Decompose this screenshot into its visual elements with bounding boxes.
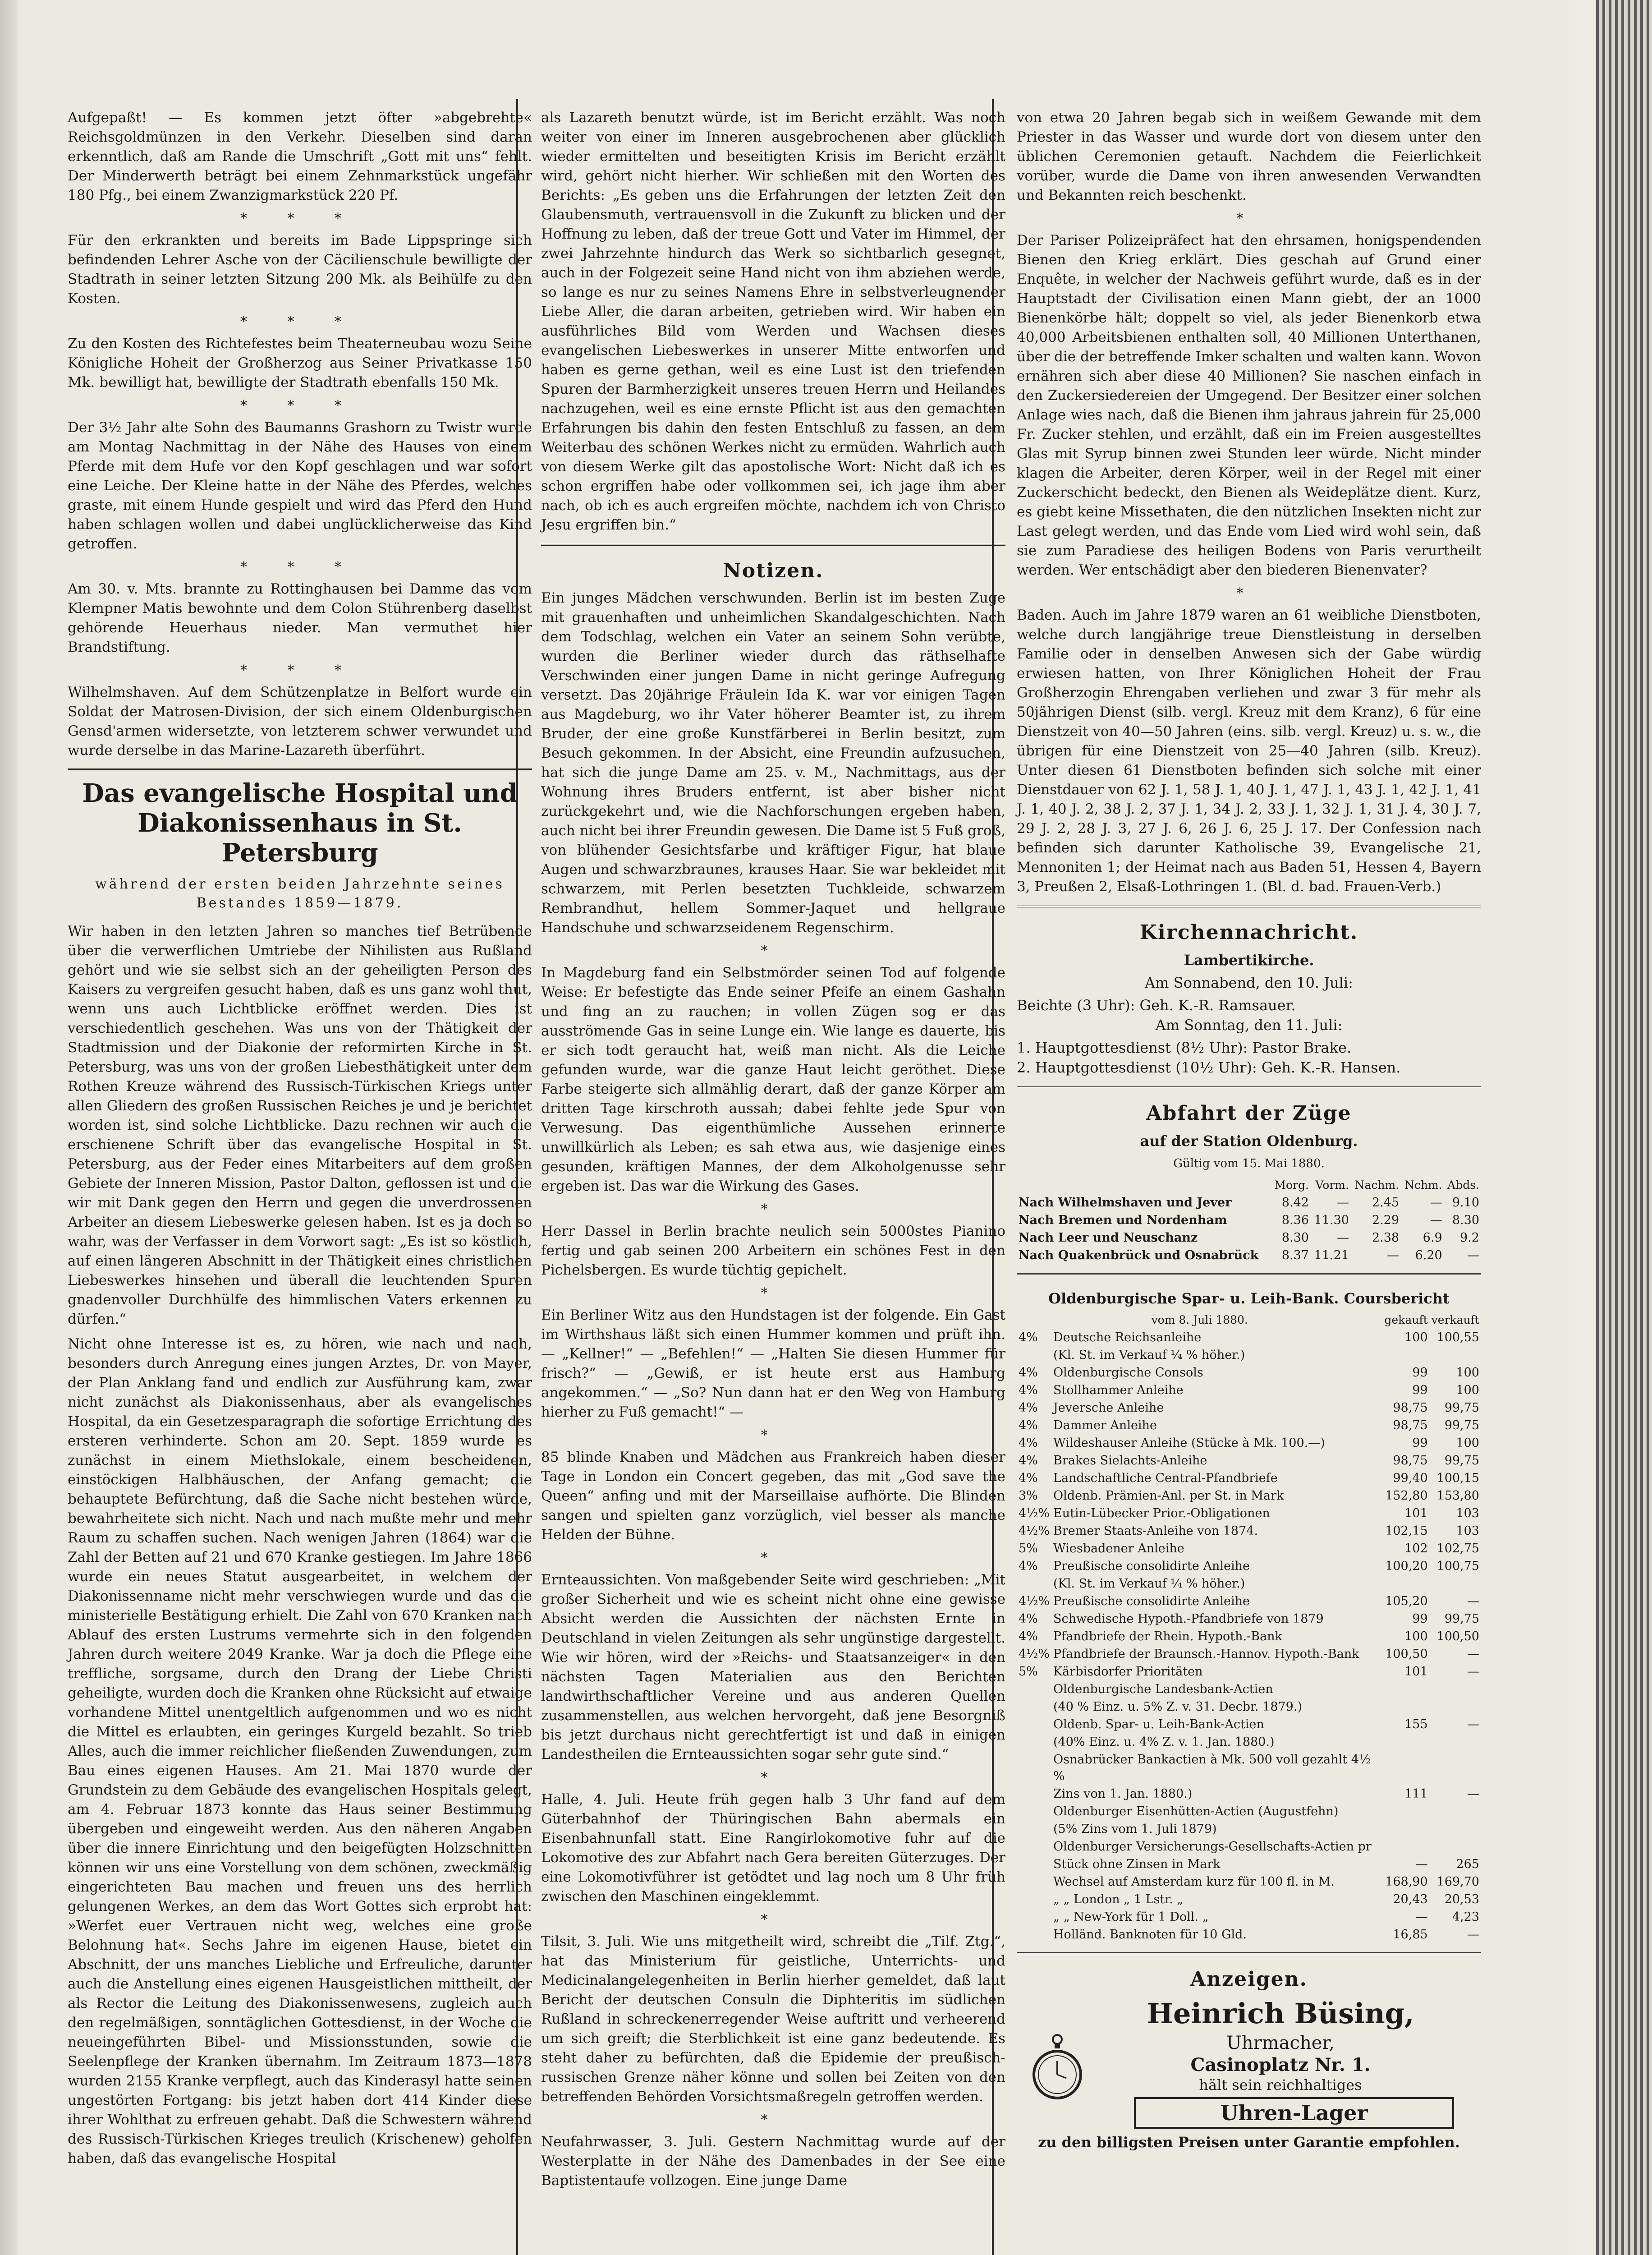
ask-price: 100: [1456, 1436, 1479, 1450]
notice-paragraph: von etwa 20 Jahren begab sich in weißem Gewande mit dem Priester in das Wasser und wurde dort von diesem unter den üblichen Ceremonien getauft. Nachdem die Feierlichkeit vorüber, wurde die Dame von ihren anwesenden Verwandten und Bekannten reich beschenkt.: [1017, 110, 1481, 203]
security-name: (40 % Einz. u. 5% Z. v. 31. Decbr. 1879.): [1053, 1700, 1302, 1714]
security-name: (Kl. St. im Verkauf ¼ % höher.): [1053, 1577, 1245, 1591]
bid-price: 98,75: [1393, 1454, 1428, 1468]
notice-paragraph: Neufahrwasser, 3. Juli. Gestern Nachmittag wurde auf der Westerplatte in der Nähe des Damenbades in der See eine Baptistentaufe vollzogen. Eine junge Dame: [541, 2134, 1005, 2189]
bid-price: —: [1415, 1910, 1428, 1924]
bid-price: [1382, 1733, 1429, 1751]
bid-price: [1382, 1803, 1429, 1820]
rates-row: [1017, 1540, 1481, 1557]
interest-rate: [1017, 1873, 1051, 1891]
interest-rate: [1017, 1716, 1051, 1733]
departure-time: 8.42: [1281, 1196, 1309, 1210]
destination: Nach Quakenbrück und Osnabrück: [1019, 1248, 1259, 1262]
bid-price: 102: [1404, 1542, 1428, 1555]
rates-header-cell: verkauft: [1431, 1313, 1479, 1326]
rates-row: [1017, 1628, 1481, 1645]
ask-price: 99,75: [1444, 1612, 1479, 1626]
departure-time: 6.20: [1415, 1248, 1442, 1262]
ask-price: 265: [1456, 1857, 1479, 1871]
ask-price: 100: [1456, 1366, 1479, 1380]
watchmaker-advertisement: [1017, 1997, 1481, 2152]
notice-paragraph: Herr Dassel in Berlin brachte neulich sein 5000stes Pianino fertig und gab seinen 200 Arbeitern ein schönes Fest in den Pichelsbergen. Es wurde tüchtig gepichelt.: [541, 1223, 1005, 1278]
timetable-header-cell: Vorm.: [1315, 1178, 1349, 1192]
ask-price: —: [1467, 1717, 1479, 1731]
interest-rate: 4%: [1019, 1366, 1038, 1380]
church-line: Beichte (3 Uhr): Geh. K.-R. Ramsauer.: [1017, 997, 1296, 1014]
security-name: Bremer Staats-Anleihe von 1874.: [1053, 1524, 1258, 1538]
separator: *: [761, 1550, 786, 1566]
ask-price: —: [1467, 1647, 1479, 1661]
train-validity: Gültig vom 15. Mai 1880.: [1173, 1157, 1325, 1170]
ask-price: 100: [1456, 1383, 1479, 1397]
bid-price: 20,43: [1393, 1892, 1428, 1906]
rates-row: [1017, 1434, 1481, 1452]
section-rule: [1017, 1952, 1481, 1956]
ask-price: 100,75: [1436, 1559, 1479, 1573]
article-paragraph: Zu den Kosten des Richtefestes beim Theaterneubau wozu Seine Königliche Hoheit der Großherzog aus Seiner Privatkasse 150 Mk. bewilligt hat, bewilligte der Stadtrath ebenfalls 150 Mk.: [68, 336, 532, 391]
ask-price: 103: [1456, 1506, 1479, 1520]
rates-row: [1017, 1487, 1481, 1505]
ask-price: 20,53: [1444, 1892, 1479, 1906]
church-line: 1. Hauptgottesdienst (8½ Uhr): Pastor Brake.: [1017, 1039, 1352, 1056]
train-station: auf der Station Oldenburg.: [1140, 1132, 1358, 1150]
notice-paragraph: 85 blinde Knaben und Mädchen aus Frankreich haben dieser Tage in London ein Concert gegeben, das mit „God save the Queen“ anfing und mit der Marseillaise aufhörte. Die Blinden sangen und spielten ganz vorzüglich, viel besser als manche Helden der Bühne.: [541, 1449, 1005, 1543]
article-subtitle: während der ersten beiden Jahrzehnte seines Bestandes 1859—1879.: [95, 876, 505, 911]
interest-rate: 4%: [1019, 1471, 1038, 1485]
ask-price: 4,23: [1452, 1910, 1479, 1924]
church-headline: Kirchennachricht.: [1139, 921, 1358, 944]
separator: *: [761, 1770, 786, 1786]
interest-rate: 4½%: [1019, 1506, 1050, 1520]
security-name: Wiesbadener Anleihe: [1053, 1542, 1184, 1555]
interest-rate: 4½%: [1019, 1647, 1050, 1661]
bid-price: [1382, 1346, 1429, 1364]
advertiser-trade: Uhrmacher,: [1226, 2033, 1335, 2053]
security-name: „ „ New-York für 1 Doll. „: [1053, 1910, 1209, 1924]
section-rule: [68, 769, 532, 770]
security-name: Preußische consolidirte Anleihe: [1053, 1594, 1250, 1608]
interest-rate: [1017, 1926, 1051, 1943]
security-name: Stück ohne Zinsen in Mark: [1053, 1857, 1221, 1871]
article-paragraph: Am 30. v. Mts. brannte zu Rottinghausen bei Damme das vom Klempner Matis bewohnte und dem Colon Stührenberg daselbst gehörende Heuerhaus nieder. Man vermuthet hier Brandstiftung.: [68, 581, 532, 655]
rates-row: [1017, 1891, 1481, 1908]
interest-rate: [1017, 1575, 1051, 1592]
bid-price: [1382, 1698, 1429, 1716]
security-name: Deutsche Reichsanleihe: [1053, 1330, 1202, 1344]
rates-row: [1017, 1452, 1481, 1469]
interest-rate: [1017, 1680, 1051, 1698]
departure-time: 2.38: [1372, 1231, 1400, 1245]
rates-row: [1017, 1785, 1481, 1803]
timetable-header-cell: Abds.: [1447, 1178, 1479, 1192]
departure-time: —: [1336, 1231, 1349, 1245]
rates-row: [1017, 1855, 1481, 1873]
interest-rate: 4%: [1019, 1330, 1038, 1344]
notice-paragraph: In Magdeburg fand ein Selbstmörder seinen Tod auf folgende Weise: Er befestigte das Ende seiner Pfeife an einem Gashahn und fing an zu rauchen; in vollen Zügen sog er das ausströmende Gas in seine Lunge ein. Wie lange es dauerte, bis er sich todt geraucht hat, weiß man nicht. Als die Leiche gefunden wurde, war die ganze Haut leicht geröthet. Diese Farbe steigerte sich allmählig derart, daß der ganze Körper am dritten Tage kirschroth aussah; dabei fehlte jede Spur von Verwesung. Das eigenthümliche Aussehen erinnerte unwillkürlich als Leben; es sah etwa aus, wie dasjenige eines gesunden, kräftigen Mannes, der dem Alkoholgenusse sehr ergeben ist. Das war die Wirkung des Gases.: [541, 965, 1005, 1194]
interest-rate: 4%: [1019, 1383, 1038, 1397]
bid-price: 98,75: [1393, 1418, 1428, 1432]
rates-row: [1017, 1399, 1481, 1417]
security-name: Zins von 1. Jan. 1880.): [1053, 1787, 1193, 1801]
interest-rate: 4%: [1019, 1436, 1038, 1450]
ask-price: 169,70: [1436, 1875, 1479, 1889]
timetable-header-cell: [1017, 1176, 1271, 1194]
rates-row: [1017, 1873, 1481, 1891]
rates-row: [1017, 1926, 1481, 1943]
rates-row: [1017, 1803, 1481, 1820]
pocket-watch-icon: [1030, 2033, 1084, 2105]
interest-rate: [1017, 1698, 1051, 1716]
church-line: 2. Hauptgottesdienst (10½ Uhr): Geh. K.-R. Hansen.: [1017, 1059, 1401, 1076]
rates-row: [1017, 1469, 1481, 1487]
page-stack-edge: [1596, 0, 1652, 2255]
security-name: (5% Zins vom 1. Juli 1879): [1053, 1822, 1217, 1836]
security-name: Osnabrücker Bankactien à Mk. 500 voll gezahlt 4½ %: [1053, 1753, 1371, 1783]
separator: * * *: [240, 398, 360, 414]
interest-rate: 4%: [1019, 1454, 1038, 1468]
bid-price: [1382, 1751, 1429, 1785]
rates-header: [1017, 1311, 1481, 1329]
bid-price: 99: [1412, 1612, 1428, 1626]
interest-rate: 4½%: [1019, 1524, 1050, 1538]
rates-row: [1017, 1908, 1481, 1926]
departure-time: 8.30: [1281, 1231, 1309, 1245]
ask-price: 100,55: [1436, 1330, 1479, 1344]
newspaper-page: [18, 0, 1569, 2255]
bid-price: 168,90: [1385, 1875, 1428, 1889]
ask-price: [1430, 1698, 1481, 1716]
ask-price: 99,75: [1444, 1418, 1479, 1432]
article-paragraph: als Lazareth benutzt würde, ist im Bericht erzählt. Was noch weiter von einer im Inneren ausgebrochenen aber glücklich wieder ermittelten und beseitigten Krisis im Bericht erzählt wird, gehört nicht hierher. Wir schließen mit den Worten des Berichts: „Es geben uns die Erfahrungen der letzten Zeit den Glaubensmuth, vertrauensvoll in die Zukunft zu blicken und der Hoffnung zu leben, daß der treue Gott und Vater im Himmel, der zwei Jahrzehnte hindurch das Werk so sichtbarlich gesegnet, auch in der Folgezeit seine Hand nicht von ihm abziehen werde, so lange es nur zu seines Namens Ehre in selbstverleugnender Liebe Aller, die daran arbeiten, getrieben wird. Wir haben ein ausführliches Bild vom Werden und Wachsen dieses evangelischen Liebeswerkes in unserer Mitte entworfen und haben es gerne gethan, weil es eine Lust ist den triefenden Spuren der Barmherzigkeit unseres treuen Herrn und Heilandes nachzugehen, weil es eine ernste Pflicht ist aus den gemachten Erfahrungen bis dahin den festen Entschluß zu fassen, an dem Weiterbau des schönen Werkes nicht zu ermüden. Wahrlich auch von diesem Werke gilt das apostolische Wort: Nicht daß ich es schon ergriffen habe oder vollkommen sei, ich jage ihm aber nach, ob ich es auch ergreifen möchte, nachdem ich von Christo Jesu ergriffen bin.“: [541, 110, 1005, 533]
rates-body: [1017, 1329, 1481, 1943]
departure-time: 2.45: [1372, 1196, 1400, 1210]
rates-row: [1017, 1346, 1481, 1364]
security-name: (Kl. St. im Verkauf ¼ % höher.): [1053, 1348, 1245, 1362]
ask-price: —: [1467, 1594, 1479, 1608]
departure-time: —: [1387, 1248, 1400, 1262]
departure-time: 8.37: [1281, 1248, 1309, 1262]
security-name: Landschaftliche Central-Pfandbriefe: [1053, 1471, 1278, 1485]
bid-price: 99: [1412, 1436, 1428, 1450]
rates-row: [1017, 1751, 1481, 1785]
separator: *: [761, 1912, 786, 1928]
departure-time: 9.2: [1460, 1231, 1479, 1245]
bid-price: 99: [1412, 1366, 1428, 1380]
interest-rate: [1017, 1838, 1051, 1855]
article-headline: Das evangelische Hospital und Diakonissenhaus in St. Petersburg: [82, 778, 518, 868]
rates-row: [1017, 1505, 1481, 1522]
ask-price: [1430, 1838, 1481, 1855]
bid-price: 99: [1412, 1383, 1428, 1397]
timetable-header-cell: Morg.: [1274, 1178, 1309, 1192]
interest-rate: 4%: [1019, 1418, 1038, 1432]
rates-row: [1017, 1381, 1481, 1399]
timetable-header-cell: Nachm.: [1354, 1178, 1400, 1192]
interest-rate: [1017, 1803, 1051, 1820]
article-paragraph: Wilhelmshaven. Auf dem Schützenplatze in Belfort wurde ein Soldat der Matrosen-Division, der sich einem Oldenburgischen Gensd'armen widersetzte, von letzterem schwer verwundet und wurde derselbe in das Marine-Lazareth überführt.: [68, 684, 532, 759]
rates-row: [1017, 1364, 1481, 1381]
bid-price: 105,20: [1385, 1594, 1428, 1608]
departure-time: —: [1430, 1213, 1442, 1227]
timetable-header-cell: Nchm.: [1404, 1178, 1442, 1192]
security-name: Holländ. Banknoten für 10 Gld.: [1053, 1928, 1247, 1942]
church-line: Am Sonnabend, den 10. Juli:: [1145, 974, 1353, 991]
bid-price: [1382, 1820, 1429, 1838]
column-3: [1017, 108, 1481, 2155]
notice-paragraph: Ein Berliner Witz aus den Hundstagen ist der folgende. Ein Gast im Wirthshaus läßt sich einen Hummer kommen und prüft ihn. — „Kellner!“ — „Befehlen!“ — „Halten Sie diesen Hummer für frisch?“ — „Gewiß, er ist heute erst aus Hamburg angekommen.“ — „So? Nun dann hat er den Weg von Hamburg hierher zu Fuß gemacht!“ —: [541, 1307, 1005, 1420]
timetable-header: [1017, 1176, 1481, 1194]
interest-rate: [1017, 1820, 1051, 1838]
ask-price: 100,15: [1436, 1471, 1479, 1485]
ask-price: [1430, 1820, 1481, 1838]
rates-row: [1017, 1733, 1481, 1751]
departure-time: 8.30: [1452, 1213, 1479, 1227]
column-2: [541, 108, 1005, 2196]
security-name: Jeversche Anleihe: [1053, 1401, 1164, 1415]
security-name: Wechsel auf Amsterdam kurz für 100 fl. in M.: [1053, 1875, 1335, 1889]
rates-row: [1017, 1716, 1481, 1733]
bid-price: 101: [1404, 1665, 1428, 1679]
departure-time: 11.21: [1314, 1248, 1349, 1262]
rates-row: [1017, 1522, 1481, 1540]
separator: * * *: [240, 559, 360, 575]
ask-price: [1430, 1346, 1481, 1364]
ask-price: —: [1467, 1928, 1479, 1942]
interest-rate: 4%: [1019, 1401, 1038, 1415]
separator: *: [761, 943, 786, 959]
church-line: Am Sonntag, den 11. Juli:: [1155, 1017, 1343, 1034]
ask-price: 103: [1456, 1524, 1479, 1538]
separator: * * *: [240, 663, 360, 678]
security-name: Wildeshauser Anleihe (Stücke à Mk. 100.—): [1053, 1436, 1325, 1450]
bid-price: [1382, 1575, 1429, 1592]
rates-row: [1017, 1645, 1481, 1663]
ask-price: 99,75: [1444, 1401, 1479, 1415]
bid-price: 99,40: [1393, 1471, 1428, 1485]
separator: *: [761, 2112, 786, 2128]
section-rule: [1017, 906, 1481, 909]
interest-rate: 5%: [1019, 1542, 1038, 1555]
security-name: Preußische consolidirte Anleihe: [1053, 1559, 1250, 1573]
rates-row: [1017, 1610, 1481, 1628]
interest-rate: [1017, 1733, 1051, 1751]
article-paragraph: Für den erkrankten und bereits im Bade Lippspringe sich befindenden Lehrer Asche von der Cäcilienschule bewilligte der Stadtrath in seiner letzten Sitzung 200 Mk. als Beihülfe zu den Kosten.: [68, 232, 532, 307]
interest-rate: [1017, 1855, 1051, 1873]
departure-time: —: [1430, 1196, 1442, 1210]
bid-price: 102,15: [1385, 1524, 1428, 1538]
ask-price: [1430, 1733, 1481, 1751]
separator: *: [1236, 585, 1262, 601]
notice-paragraph: Baden. Auch im Jahre 1879 waren an 61 weibliche Dienstboten, welche durch langjährige treue Dienstleistung in derselben Familie oder in denselben Anwesen sich der Gabe würdig erwiesen hatten, von Ihrer Königlichen Hoheit der Frau Großherzogin Ehrengaben verliehen und zwar 3 für mehr als 50jährigen Dienst (silb. vergl. Kreuz mit dem Kranz), 6 für eine Dienstzeit von 40—50 Jahren (eins. silb. vergl. Kreuz) u. s. w., die übrigen für eine Dienstzeit von 25—40 Jahren (silb. Kreuz). Unter diesen 61 Dienstboten befinden sich solche mit einer Dienstdauer von 62 J. 1, 58 J. 1, 40 J. 1, 47 J. 1, 43 J. 1, 42 J. 1, 41 J. 1, 40 J. 2, 38 J. 2, 37 J. 1, 34 J. 2, 33 J. 1, 32 J. 1, 31 J. 4, 30 J. 7, 29 J. 2, 28 J. 3, 27 J. 6, 26 J. 6, 25 J. 17. Der Confession nach befinden sich darunter Katholische 39, Evangelische 21, Mennoniten 1; der Heimat nach aus Baden 51, Hessen 4, Bayern 3, Preußen 2, Elsaß-Lothringen 1. (Bl. d. bad. Frauen-Verb.): [1017, 607, 1481, 895]
advertiser-address: Casinoplatz Nr. 1.: [1190, 2054, 1371, 2076]
rates-date: vom 8. Juli 1880.: [1151, 1313, 1248, 1326]
interest-rate: [1017, 1751, 1051, 1785]
ask-price: 99,75: [1444, 1454, 1479, 1468]
bid-price: 100: [1404, 1629, 1428, 1643]
ask-price: 102,75: [1436, 1542, 1479, 1555]
separator: *: [761, 1427, 786, 1443]
separator: *: [761, 1201, 786, 1217]
interest-rate: 4½%: [1019, 1594, 1050, 1608]
ask-price: —: [1467, 1665, 1479, 1679]
rates-row: [1017, 1592, 1481, 1610]
rates-row: [1017, 1820, 1481, 1838]
rates-row: [1017, 1680, 1481, 1698]
ask-price: [1430, 1751, 1481, 1785]
departure-time: 2.29: [1372, 1213, 1400, 1227]
destination: Nach Leer und Neuschanz: [1019, 1231, 1198, 1245]
destination: Nach Wilhelmshaven und Jever: [1019, 1196, 1232, 1210]
rates-row: [1017, 1663, 1481, 1680]
security-name: Oldenburgische Consols: [1053, 1366, 1203, 1380]
security-name: Oldenb. Spar- u. Leih-Bank-Actien: [1053, 1717, 1264, 1731]
rates-row: [1017, 1557, 1481, 1575]
interest-rate: [1017, 1346, 1051, 1364]
train-timetable: [1017, 1176, 1481, 1264]
separator: * * *: [240, 314, 360, 330]
security-name: Oldenburgische Landesbank-Actien: [1053, 1682, 1273, 1696]
interest-rate: 5%: [1019, 1665, 1038, 1679]
interest-rate: [1017, 1908, 1051, 1926]
security-name: Eutin-Lübecker Prior.-Obligationen: [1053, 1506, 1270, 1520]
separator: *: [1236, 211, 1262, 226]
notice-paragraph: Der Pariser Polizeipräfect hat den ehrsamen, honigspendenden Bienen den Krieg erklärt. Dies geschah auf Grund einer Enquête, in welcher der Nachweis geführt wurde, daß es in der Hauptstadt der Civilisation einen Mann giebt, der an 1000 Bienenkörbe hält; doppelt so viel, als jeder Bienenkorb etwa 40,000 Arbeitsbienen enthalten soll, 40 Millionen Unterthanen, über die der betreffende Imker schalten und walten kann. Wovon ernähren sich aber diese 40 Millionen? Sie naschen einfach in den Zuckersiedereien der Umgegend. Der Besitzer einer solchen Anlage wies nach, daß die Bienen ihm jahraus jahrein für 25,000 Fr. Zucker stehlen, und erzählt, daß ein im Freien ausgestelltes Glas mit Syrup binnen zwei Stunden leer würde. Nicht minder klagen die Arbeiter, deren Körper, weil in der Regel mit einer Zuckerschicht bedeckt, den Bienen als Weideplätze dient. Kurz, es giebt keine Missethaten, die den nützlichen Insekten nicht zur Last gelegt werden, und das Ende vom Lied wird wohl sein, daß sie zum Paradiese des heiligen Bodens von Paris verurtheilt werden. Wer entschädigt aber den biederen Bienenvater?: [1017, 232, 1481, 578]
advertiser-name: Heinrich Büsing,: [1147, 1997, 1414, 2030]
interest-rate: 3%: [1019, 1489, 1038, 1503]
column-1: [68, 108, 532, 2174]
rates-row: [1017, 1838, 1481, 1855]
security-name: „ „ London „ 1 Lstr. „: [1053, 1892, 1184, 1906]
interest-rate: [1017, 1891, 1051, 1908]
ask-price: —: [1467, 1787, 1479, 1801]
departure-time: 9.10: [1452, 1196, 1479, 1210]
bid-price: 98,75: [1393, 1401, 1428, 1415]
security-name: Brakes Sielachts-Anleihe: [1053, 1454, 1207, 1468]
book-spine: [0, 0, 18, 2255]
timetable-row: [1017, 1229, 1481, 1247]
bank-headline: Oldenburgische Spar- u. Leih-Bank. Coursbericht: [1048, 1290, 1450, 1307]
bid-price: —: [1415, 1857, 1428, 1871]
departure-time: 6.9: [1423, 1231, 1442, 1245]
timetable-row: [1017, 1247, 1481, 1264]
timetable-row: [1017, 1194, 1481, 1211]
bid-price: 100: [1404, 1330, 1428, 1344]
interest-rate: 4%: [1019, 1629, 1038, 1643]
timetable-row: [1017, 1211, 1481, 1229]
interest-rate: 4%: [1019, 1612, 1038, 1626]
departure-time: 8.36: [1281, 1213, 1309, 1227]
ask-price: [1430, 1575, 1481, 1592]
notice-paragraph: Ernteaussichten. Von maßgebender Seite wird geschrieben: „Mit großer Sicherheit und wie es scheint nicht ohne eine gewisse Absicht werden die Aussichten der nächsten Ernte in Deutschland in vielen Zeitungen als sehr ungünstige dargestellt. Wie wir hören, wird der »Reichs- und Staatsanzeiger« in den nächsten Tagen Materialien aus den Berichten landwirthschaftlicher Vereine und aus anderen Quellen zusammenstellen, aus welchen hervorgeht, daß jene Besorgniß bis jetzt durchaus nicht gerechtfertigt ist und daß in einigen Landestheilen die Ernteaussichten sogar sehr gute sind.“: [541, 1572, 1005, 1763]
interest-rate: [1017, 1785, 1051, 1803]
church-name: Lambertikirche.: [1184, 952, 1314, 969]
section-rule: [1017, 1086, 1481, 1090]
interest-rate: 4%: [1019, 1559, 1038, 1573]
bid-price: 16,85: [1393, 1928, 1428, 1942]
notice-paragraph: Halle, 4. Juli. Heute früh gegen halb 3 Uhr fand auf dem Güterbahnhof der Thüringischen Bahn abermals ein Eisenbahnunfall statt. Eine Rangirlokomotive fuhr auf die Lokomotive des zur Abfahrt nach Gera bereiten Güterzuges. Der eine Lokomotivführer ist getödtet und lag noch um 8 Uhr früh zwischen den Maschinen eingeklemmt.: [541, 1791, 1005, 1905]
separator: *: [761, 1285, 786, 1301]
rates-row: [1017, 1417, 1481, 1434]
article-paragraph: Nicht ohne Interesse ist es, zu hören, wie nach und nach, besonders durch Anregung eines jungen Arztes, Dr. von Mayer, der Plan Anklang fand und endlich zur Ausführung kam, zwar nicht zunächst als Diakonissenhaus, aber als evangelisches Hospital, da ein Gesetzesparagraph die sofortige Errichtung des ersteren verhinderte. Schon am 20. Sept. 1859 wurde es zunächst in einem Miethslokale, einem bescheidenen, einstöckigen Halbhäuschen, der Anfang gemacht; die behauptete Befürchtung, daß die Sache nicht bestehen würde, bewahrheitete sich nicht. Nach und nach mußte mehr und mehr Raum zu schaffen suchen. Nach wenigen Jahren (1864) war die Zahl der Betten auf 21 und 670 Kranke gestiegen. Im Jahre 1866 wurde ein neues Statut ausgearbeitet, in welchem der Diakonissenname nicht mehr verschwiegen wurde und das die ministerielle Bestätigung erhielt. Die Zahl von 670 Kranken nach Ablauf des ersten Lustrums vermehrte sich in den folgenden Jahren durch weitere 2049 Kranke. War ja doch die Pflege eine treffliche, sorgsame, durch den Drang der Liebe Christi geheiligte, wurden doch die Kranken ohne Rücksicht auf etwaige vorhandene Mittel unentgeltlich aufgenommen und wo es nicht die Mittel es erlaubten, ein geringes Kurgeld bezahlt. So trieb Alles, auch die immer reichlicher fließenden Zuwendungen, zum Bau eines eigenen Hauses. Am 21. Mai 1870 wurde der Grundstein zu dem Gebäude des evangelischen Hospitals gelegt, am 4. Februar 1873 konnte das Haus seiner Bestimmung übergeben und eingeweiht werden. Aus den näheren Angaben über die innere Einrichtung und den beigefügten Holzschnitten können wir uns eine Vorstellung von dem schönen, zweckmäßig eingerichteten Bau machen und freuen uns des herrlich gelungenen Werkes, an dem das Wort Gottes sich erprobt hat: »Werfet euer Vertrauen nicht weg, welches eine große Belohnung hat«. Sechs Jahre im eigenen Hause, bietet ein Abschnitt, der uns manches Liebliche und Erfreuliche, darunter auch die Anstellung eines eigenen Hausgeistlichen mittheilt, der als Rector die Leitung des Diakonissenwesens, zugleich auch den regelmäßigen, sonntäglichen Gottesdienst, in der Woche die neueingeführten Bibel- und Missionsstunden, sowie die Seelenpflege der Kranken übernahm. Im Zeitraum 1873—1878 wurden 2155 Kranke verpflegt, auch das Kinderasyl hatte seinen ungestörten Fortgang: bis jetzt haben dort 414 Kinder diese ihrer Wohlthat zu erfreuen gehabt. Daß die Schwestern während des Russisch-Türkischen Krieges treulich (Krischenew) geholfen haben, daß das evangelische Hospital: [68, 1336, 532, 2167]
security-name: Dammer Anleihe: [1053, 1418, 1157, 1432]
ask-price: [1430, 1803, 1481, 1820]
article-paragraph: Aufgepaßt! — Es kommen jetzt öfter »abgebrehte« Reichsgoldmünzen in den Verkehr. Dieselben sind daran erkenntlich, daß am Rande die Umschrift „Gott mit uns“ fehlt. Der Minderwerth beträgt bei einem Zehnmarkstück ungefähr 180 Pfg., bei einem Zwanzigmarkstück 220 Pf.: [68, 110, 532, 203]
article-paragraph: Wir haben in den letzten Jahren so manches tief Betrübende über die verwerflichen Umtriebe der Nihilisten aus Rußland gehört und wie sie selbst sich an der geheiligten Person des Kaisers zu vergreifen gesucht haben, daß es uns ganz wohl thut, wenn uns auch Lichtblicke eröffnet werden. Dies ist verschiedentlich geschehen. Was uns von der Thätigkeit der Stadtmission und der Diakonie der reformirten Kirche in St. Petersburg, was uns von der großen Liebesthätigkeit unter dem Rothen Kreuze während des Russisch-Türkischen Kriegs unter allen Gliedern des großen Russischen Reiches je und je berichtet worden ist, sind solche Lichtblicke. Dazu rechnen wir auch die erschienene Schrift über das evangelische Hospital in St. Petersburg, aus der Feder eines Mitarbeiters auf dem großen Gebiete der Inneren Mission, Pastor Dalton, geflossen ist und die wir mit Dank gegen den Herrn und gegen die unverdrossenen Arbeiter an diesem Liebeswerke gelesen haben. Ist es ja doch so wahr, was der Verfasser in dem Vorwort sagt: „Es ist so köstlich, auf einen längeren Abschnitt in der Thätigkeit eines christlichen Liebeswerkes hinsehen und überall die leuchtenden Spuren gnadenvoller Durchhülfe des himmlischen Vaters erkennen zu dürfen.“: [68, 923, 532, 1327]
bid-price: 155: [1404, 1717, 1428, 1731]
bid-price: 100,50: [1385, 1647, 1428, 1661]
bid-price: 111: [1404, 1787, 1428, 1801]
section-rule: [541, 544, 1005, 548]
departure-time: 11.30: [1314, 1213, 1349, 1227]
rates-row: [1017, 1698, 1481, 1716]
security-name: Oldenb. Prämien-Anl. per St. in Mark: [1053, 1489, 1284, 1503]
ads-headline: Anzeigen.: [1190, 1968, 1308, 1991]
security-name: Oldenburger Versicherungs-Gesellschafts-Actien pr: [1053, 1840, 1372, 1854]
ask-price: [1430, 1680, 1481, 1698]
train-headline: Abfahrt der Züge: [1146, 1102, 1352, 1125]
section-headline: Notizen.: [723, 559, 824, 582]
section-rule: [1017, 1273, 1481, 1277]
article-paragraph: Der 3½ Jahr alte Sohn des Baumanns Grashorn zu Twistr wurde am Montag Nachmittag in der Nähe des Hauses von einem Pferde mit dem Hufe vor den Kopf geschlagen und war sofort eine Leiche. Der Kleine hatte in der Nähe des Pferdes, welches graste, mit einem Hunde gespielt und wird das Pferd den Hund haben schlagen wollen und dabei unglücklicherweise das Kind getroffen.: [68, 419, 532, 552]
security-name: (40% Einz. u. 4% Z. v. 1. Jan. 1880.): [1053, 1735, 1275, 1749]
separator: * * *: [240, 211, 360, 226]
bid-price: [1382, 1680, 1429, 1698]
security-name: Oldenburger Eisenhütten-Actien (Augustfehn): [1053, 1804, 1339, 1818]
departure-time: —: [1336, 1196, 1349, 1210]
advertisement-highlight: Uhren-Lager: [1134, 2097, 1454, 2129]
security-name: Pfandbriefe der Braunsch.-Hannov. Hypoth.-Bank: [1053, 1647, 1359, 1661]
rates-row: [1017, 1329, 1481, 1346]
bid-price: 100,20: [1385, 1559, 1428, 1573]
notice-paragraph: Ein junges Mädchen verschwunden. Berlin ist im besten Zuge mit grauenhaften und unheimlichen Skandalgeschichten. Nach dem Todschlag, welchen ein Vater an seinem Sohn verübte, wurden die Berliner wieder durch das räthselhafte Verschwinden einer jungen Dame in nicht geringe Aufregung versetzt. Das 20jährige Fräulein Ida K. war vor einigen Tagen aus Magdeburg, wo ihr Vater höherer Beamter ist, zu ihrem Bruder, der eine große Kunstfärberei in Berlin besitzt, zum Besuch gekommen. In der Absicht, eine Freundin aufzusuchen, hat sich die junge Dame am 25. v. M., Nachmittags, aus der Wohnung ihres Bruders entfernt, ist aber bisher nicht zurückgekehrt und, wie die Nachforschungen ergeben haben, auch nicht bei ihrer Freundin gewesen. Die Dame ist 5 Fuß groß, von blühender Gesichtsfarbe und kräftiger Figur, hat blaue Augen und schwarzbraunes, krauses Haar. Sie war bekleidet mit schwarzem, mit Perlen besetzten Tuchkleide, schwarzem Rembrandhut, hellem Sommer-Jaquet und hellgraue Handschuhe und schwarzseidenem Regenschirm.: [541, 590, 1005, 936]
bid-price: [1382, 1838, 1429, 1855]
destination: Nach Bremen und Nordenham: [1019, 1213, 1227, 1227]
advertisement-text: hält sein reichhaltiges: [1199, 2076, 1362, 2094]
ask-price: 100,50: [1436, 1629, 1479, 1643]
advertisement-footer: zu den billigsten Preisen unter Garantie empfohlen.: [1038, 2134, 1460, 2151]
security-name: Kärbisdorfer Prioritäten: [1053, 1665, 1203, 1679]
rates-header-cell: gekauft: [1384, 1313, 1428, 1326]
ask-price: 153,80: [1436, 1489, 1479, 1503]
rates-row: [1017, 1575, 1481, 1592]
bid-price: 152,80: [1385, 1489, 1428, 1503]
security-name: Pfandbriefe der Rhein. Hypoth.-Bank: [1053, 1629, 1282, 1643]
security-name: Schwedische Hypoth.-Pfandbriefe von 1879: [1053, 1612, 1324, 1626]
bank-rates-table: [1017, 1311, 1481, 1943]
departure-time: —: [1467, 1248, 1479, 1262]
notice-paragraph: Tilsit, 3. Juli. Wie uns mitgetheilt wird, schreibt die „Tilf. Ztg.“, hat das Ministerium für geistliche, Unterrichts- und Medicinalangelegenheiten in Berlin hierher gemeldet, daß laut Bericht der deutschen Consuln die Diphteritis im südlichen Rußland in schreckenerregender Weise auftritt und verheerend um sich greift; die Sterblichkeit ist eine ganz bedeutende. Es steht daher zu befürchten, daß die Epidemie der preußisch-russischen Grenze näher könne und sollen bei Zeiten von den betreffenden Behörden Vorsichtsmaßregeln getroffen werden.: [541, 1933, 1005, 2105]
security-name: Stollhammer Anleihe: [1053, 1383, 1184, 1397]
bid-price: 101: [1404, 1506, 1428, 1520]
